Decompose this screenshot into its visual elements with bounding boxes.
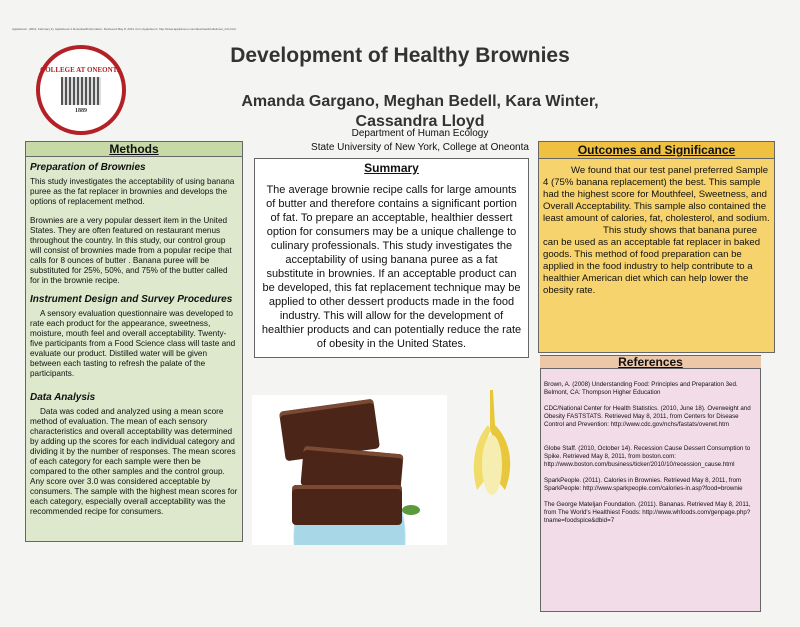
seal-year: 1889 <box>75 108 87 114</box>
paragraph: This study investigates the acceptability of using banana puree as the fat replacer in brownies and develops the options of replacement method. <box>30 177 235 206</box>
outcomes-paragraph: This study shows that banana puree can be used as an acceptable fat replacer in baked goods. This method of food preparation can be applied in the food industry to help contribute to a healthier American diet which can help lower the obesity rate. <box>543 225 761 296</box>
summary-heading: Summary <box>364 161 419 175</box>
methods-panel <box>25 141 243 542</box>
poster-title: Development of Healthy Brownies <box>230 44 570 67</box>
paragraph: Data was coded and analyzed using a mean score method of evaluation. The mean of each sensory characteristics and overall acceptability was determined by adding up the scores for each individual category and dividing it by the number of responses. The mean scores of each category for each sample were then be compared to the other samples and the control group. Any score over 3.0 was considered acceptable by consumers. The sample with the highest mean scores for each category, especially overall acceptability was the recommended recipe for consumers. <box>30 407 238 516</box>
reference-item: CDC/National Center for Health Statistics. (2010, June 18). Overweight and Obesity FASTSTATS. Retrieved May 8, 2011, from Centers for Disease Control and Prevention: http://www.cdc.gov/nchs/fastats/overwt.htm <box>544 405 751 428</box>
outcomes-paragraph: We found that our test panel preferred Sample 4 (75% banana replacement) the best. This sample had the highest score for Mouthfeel, Sweetness, and Overall Acceptability. This sample also contained the least amount of calories, fat, cholesterol, and sodium. <box>543 165 770 224</box>
authors: Amanda Gargano, Meghan Bedell, Kara Winter, Cassandra Lloyd <box>241 93 599 130</box>
reference-item: SparkPeople. (2011). Calories in Brownies. Retrieved May 8, 2011, from SparkPeople: http://www.sparkpeople.com/calories-in.asp?food=brownie <box>544 477 743 492</box>
section-title: Data Analysis <box>30 392 96 403</box>
methods-heading: Methods <box>26 142 242 157</box>
building-icon <box>61 77 101 105</box>
image-citation: Appleboom. (2011, February 4). Appleboom's Download/Information. Retrieved May 8, 2011, from Appleboom: http://www.appleboom.com/download/collolinout_info.html <box>12 27 236 31</box>
brownie-photo <box>252 395 447 545</box>
department: Department of Human Ecology <box>351 128 489 139</box>
institution: State University of New York, College at Oneonta <box>311 142 529 153</box>
paragraph: Brownies are a very popular dessert item in the United States. They are often featured on restaurant menus throughout the country. In this study, our control group will consist of brownies made from a popular recipe that calls for 8 ounces of butter . Banana puree will be substituted for 25%, 50%, and 75% of the butter called for in the brownie recipe. <box>30 216 232 285</box>
reference-item: Globe Staff. (2010, October 14). Recession Cause Dessert Consumption to Spike. Retrieved May 8, 2011, from boston.com: http://www.boston.com/business/ticker/2010/10/recession_cause.html <box>544 445 751 468</box>
seal-text: COLLEGE AT ONEONTA <box>40 66 122 74</box>
mint-leaf-icon <box>402 505 420 515</box>
summary-panel <box>254 158 529 358</box>
section-title: Preparation of Brownies <box>30 162 146 173</box>
references-heading: References <box>540 356 761 369</box>
references-panel <box>540 355 761 612</box>
reference-item: Brown, A. (2008) Understanding Food: Principles and Preparation 3ed. Belmont, CA: Thompson Higher Education <box>544 381 738 396</box>
affiliation <box>200 127 640 155</box>
outcomes-heading: Outcomes and Significance <box>539 142 774 159</box>
paragraph: A sensory evaluation questionnaire was developed to rate each product for the appearance, sweetness, moisture, mouth feel and overall acceptability. Twenty-five participants from a Food Science class will taste and evaluate our product. Distilled water will be given between each tasting to refresh the palate of the participants. <box>30 309 236 378</box>
reference-item: The George Mateljan Foundation. (2011). Bananas. Retrieved May 8, 2011, from The World's Healthiest Foods: http://www.whfoods.com/genpage.php?tname=foodspice&dbid=7 <box>544 501 751 524</box>
summary-text: The average brownie recipe calls for large amounts of butter and therefore contains a significant portion of fat. To prepare an acceptable, healthier dessert option for consumers may be a unique challenge to culinary professionals. This study investigates the acceptability of using banana puree as a fat substitute in brownies. If an acceptable product can be developed, this fat replacement technique may be applied to other dessert products made in the food industry. This will allow for the development of healthier products and can potentially reduce the rate of obesity in the United States. <box>261 184 522 350</box>
outcomes-panel <box>538 141 775 353</box>
banana-image <box>455 385 525 515</box>
section-title: Instrument Design and Survey Procedures <box>30 294 233 305</box>
